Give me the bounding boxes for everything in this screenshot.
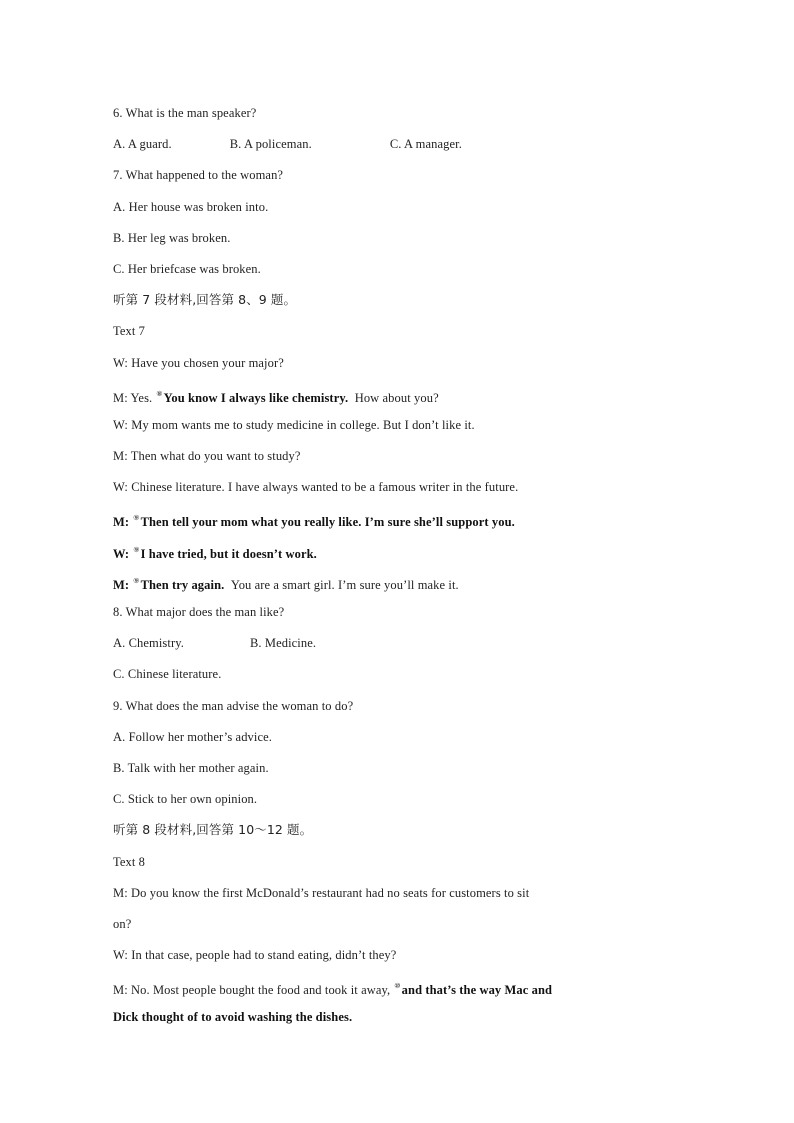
dialogue-7-line-8	[113, 569, 713, 600]
section-8-instruction: 听第 8 段材料,回答第 10～12 题。	[113, 822, 313, 838]
question-6: 6. What is the man speaker?	[113, 106, 257, 120]
dialogue-8-line-2: W: In that case, people had to stand eating, didn’t they?	[113, 948, 397, 963]
dialogue-7-line-4: M: Then what do you want to study?	[113, 449, 301, 464]
dialogue-7-line-6	[113, 506, 713, 537]
key-sentence: I have tried, but it doesn’t work.	[140, 546, 317, 561]
dialogue-7-line-2	[113, 382, 713, 413]
question-9: 9. What does the man advise the woman to do?	[113, 698, 354, 713]
line-text: You are a smart girl. I’m sure you’ll make it.	[230, 577, 459, 592]
question-7-option-c: C. Her briefcase was broken.	[113, 261, 261, 276]
question-7: 7. What happened to the woman?	[113, 168, 284, 183]
section-7-instruction: 听第 7 段材料,回答第 8、9 题。	[113, 292, 297, 308]
line-text: M: No. Most people bought the food and took it away,	[113, 983, 391, 998]
option-b: B. A policeman.	[229, 137, 312, 152]
dialogue-7-line-1: W: Have you chosen your major?	[113, 355, 284, 370]
question-7-option-b: B. Her leg was broken.	[113, 230, 231, 245]
key-sentence: You know I always like chemistry.	[163, 390, 349, 405]
section-8-title: Text 8	[113, 854, 146, 869]
key-sentence: Then tell your mom what you really like. I’m sure she’ll support you.	[140, 515, 515, 530]
dialogue-8-line-1: M: Do you know the first McDonald’s restaurant had no seats for customers to sit	[113, 885, 530, 900]
dialogue-8-line-3-cont: Dick thought of to avoid washing the dishes.	[113, 1010, 353, 1025]
speaker-label: W:	[113, 546, 130, 561]
question-6-options	[113, 132, 713, 163]
option-a: A. A guard.	[113, 137, 172, 152]
option-b: B. Medicine.	[249, 636, 317, 651]
section-7-title: Text 7	[113, 324, 146, 339]
answer-marker: ⑨	[133, 576, 140, 585]
question-7-option-a: A. Her house was broken into.	[113, 199, 269, 214]
option-a: A. Chemistry.	[113, 636, 184, 651]
answer-marker: ⑩	[394, 982, 401, 991]
document-page	[113, 101, 713, 1037]
line-text: How about you?	[354, 390, 439, 405]
dialogue-7-line-5: W: Chinese literature. I have always wanted to be a famous writer in the future.	[113, 480, 519, 495]
option-c: C. A manager.	[389, 137, 462, 152]
dialogue-8-line-1-cont: on?	[113, 916, 132, 931]
question-8: 8. What major does the man like?	[113, 605, 285, 619]
speaker-label: M:	[113, 577, 130, 592]
question-9-option-c: C. Stick to her own opinion.	[113, 792, 258, 807]
dialogue-7-line-3: W: My mom wants me to study medicine in college. But I don’t like it.	[113, 417, 475, 432]
speaker-label: M:	[113, 515, 130, 530]
answer-marker: ⑨	[133, 545, 140, 554]
key-sentence: Then try again.	[140, 577, 225, 592]
answer-marker: ⑧	[156, 389, 163, 398]
answer-marker: ⑨	[133, 514, 140, 523]
dialogue-8-line-3	[113, 974, 713, 1005]
question-8-option-c: C. Chinese literature.	[113, 667, 222, 682]
dialogue-7-line-7	[113, 538, 713, 569]
question-9-option-b: B. Talk with her mother again.	[113, 760, 269, 775]
key-sentence: and that’s the way Mac and	[401, 983, 553, 998]
line-text: M: Yes.	[113, 390, 153, 405]
question-8-options	[113, 631, 713, 662]
question-9-option-a: A. Follow her mother’s advice.	[113, 729, 272, 744]
